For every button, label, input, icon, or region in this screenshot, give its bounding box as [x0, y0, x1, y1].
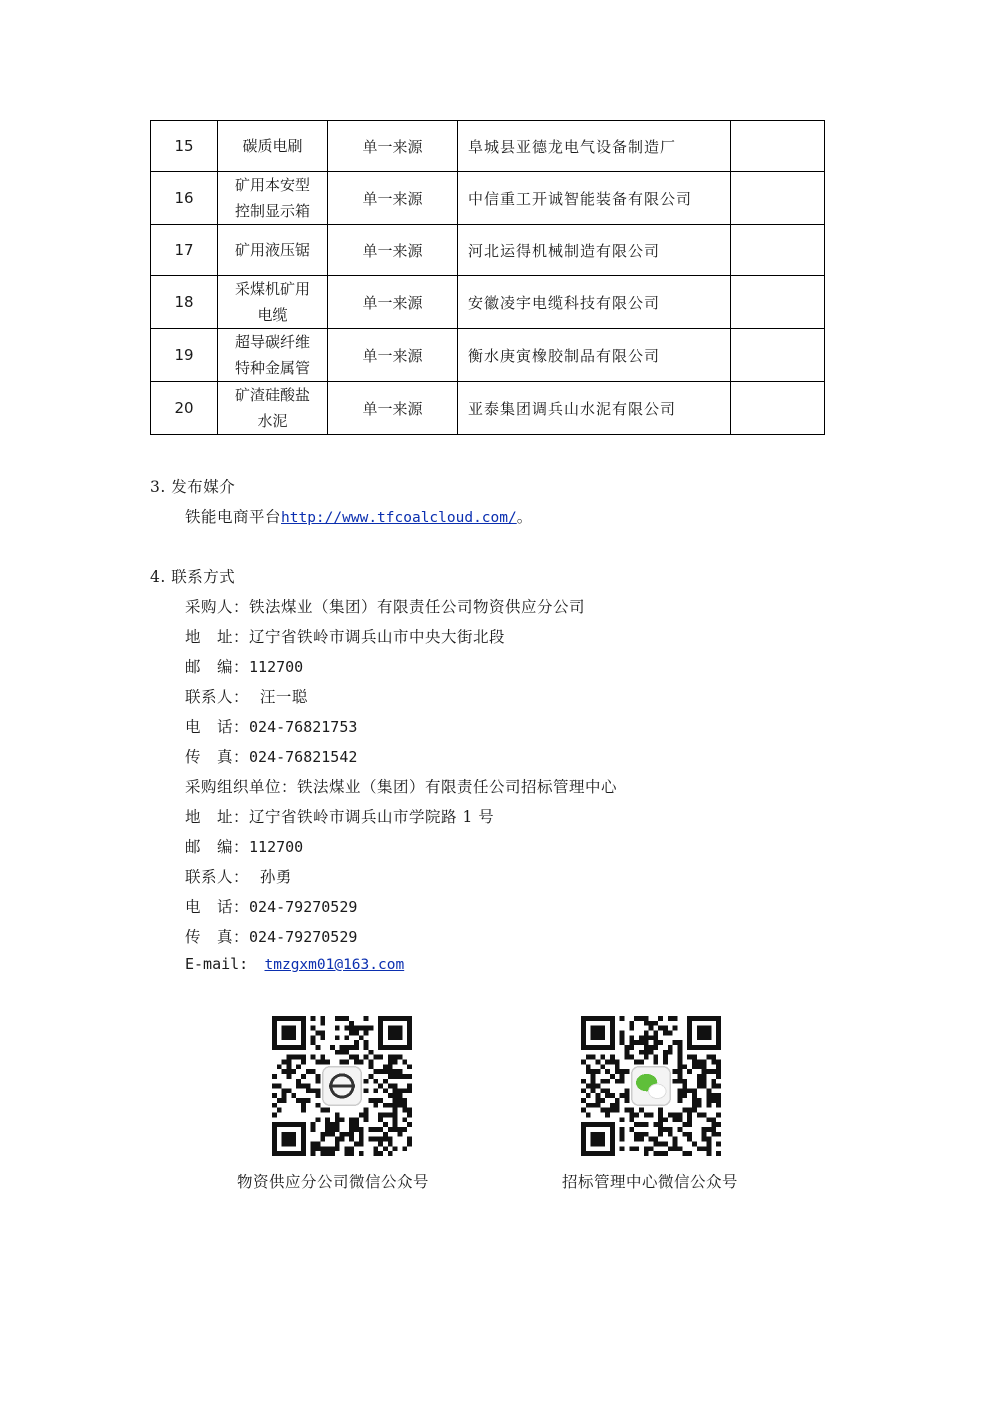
org-label: 采购组织单位：: [185, 778, 298, 796]
item-name: 矿渣硅酸盐水泥: [234, 386, 310, 430]
platform-link[interactable]: http://www.tfcoalcloud.com/: [281, 510, 517, 526]
table-row: [151, 329, 825, 382]
supplier-name: 中信重工开诚智能装备有限公司: [468, 189, 693, 208]
org-value: 铁法煤业（集团）有限责任公司招标管理中心: [297, 778, 618, 796]
procurement-method: 单一来源: [362, 346, 423, 365]
phone1-line: [185, 715, 357, 737]
row-number-cell: [151, 225, 218, 276]
media-line: [185, 505, 533, 527]
procurement-method-cell: [328, 225, 458, 276]
table-row: [151, 276, 825, 329]
table-row: [151, 225, 825, 276]
phone2-label: 电 话：: [185, 898, 250, 916]
zip2-label: 邮 编：: [185, 838, 250, 856]
remark-cell: [731, 172, 825, 225]
org-line: [185, 775, 617, 797]
remark-cell: [731, 329, 825, 382]
supplier-name: 衡水庚寅橡胶制品有限公司: [468, 346, 661, 365]
row-number: 16: [174, 189, 194, 207]
procurement-method: 单一来源: [362, 189, 423, 208]
address1-value: 辽宁省铁岭市调兵山市中央大街北段: [249, 628, 506, 646]
supplier-name: 亚泰集团调兵山水泥有限公司: [468, 399, 677, 418]
item-name-cell: [218, 121, 328, 172]
qr-caption-supply-company: 物资供应分公司微信公众号: [237, 1173, 430, 1191]
fax1-label: 传 真：: [185, 748, 250, 766]
table-row: [151, 382, 825, 435]
contact2-label: 联系人：: [185, 868, 250, 886]
procurement-method-cell: [328, 382, 458, 435]
procurement-method: 单一来源: [362, 399, 423, 418]
fax1-line: [185, 745, 357, 767]
procurement-table: [150, 120, 825, 435]
address2-label: 地 址：: [185, 808, 250, 826]
platform-end: 。: [516, 508, 533, 526]
table-row: [151, 121, 825, 172]
address1-label: 地 址：: [185, 628, 250, 646]
phone2-value: 024-79270529: [249, 898, 358, 916]
procurement-method: 单一来源: [362, 137, 423, 156]
zip2-line: [185, 835, 303, 857]
row-number-cell: [151, 329, 218, 382]
zip1-label: 邮 编：: [185, 658, 250, 676]
address1-line: [185, 625, 505, 647]
section-heading-media: 3. 发布媒介: [150, 478, 236, 496]
zip1-value: 112700: [249, 658, 304, 676]
table-row: [151, 172, 825, 225]
remark-cell: [731, 225, 825, 276]
item-name-cell: [218, 276, 328, 329]
purchaser-value: 铁法煤业（集团）有限责任公司物资供应分公司: [249, 598, 586, 616]
procurement-method-cell: [328, 172, 458, 225]
item-name: 矿用液压锯: [234, 241, 310, 259]
email-line: [185, 955, 404, 973]
contact1-label: 联系人：: [185, 688, 250, 706]
phone1-value: 024-76821753: [249, 718, 358, 736]
supplier-name-cell: [458, 225, 731, 276]
row-number: 17: [174, 241, 194, 259]
fax2-label: 传 真：: [185, 928, 250, 946]
fax2-line: [185, 925, 357, 947]
item-name: 采煤机矿用电缆: [234, 280, 310, 324]
purchaser-label: 采购人：: [185, 598, 250, 616]
remark-cell: [731, 121, 825, 172]
qr-caption-bidding-center: 招标管理中心微信公众号: [562, 1173, 739, 1191]
procurement-method-cell: [328, 329, 458, 382]
contact2-line: [185, 865, 292, 887]
zip2-value: 112700: [249, 838, 304, 856]
phone2-line: [185, 895, 357, 917]
email-label: E-mail:: [185, 955, 249, 973]
address2-line: [185, 805, 494, 827]
qr-code-bidding-center: [581, 1016, 721, 1156]
procurement-method-cell: [328, 276, 458, 329]
purchaser-line: [185, 595, 585, 617]
fax2-value: 024-79270529: [249, 928, 358, 946]
supplier-name: 安徽凌宇电缆科技有限公司: [468, 293, 661, 312]
item-name: 碳质电刷: [242, 137, 303, 155]
procurement-method: 单一来源: [362, 241, 423, 260]
row-number: 20: [174, 399, 194, 417]
item-name-cell: [218, 225, 328, 276]
row-number-cell: [151, 276, 218, 329]
qr-code-icon: [272, 1016, 412, 1156]
item-name-cell: [218, 382, 328, 435]
row-number: 19: [174, 346, 194, 364]
supplier-name-cell: [458, 121, 731, 172]
remark-cell: [731, 276, 825, 329]
row-number: 18: [174, 293, 194, 311]
contact1-value: 汪一聪: [259, 688, 308, 706]
zip1-line: [185, 655, 303, 677]
supplier-name-cell: [458, 382, 731, 435]
supplier-name: 阜城县亚德龙电气设备制造厂: [468, 137, 677, 156]
email-link[interactable]: tmzgxm01@163.com: [264, 957, 405, 973]
address2-value: 辽宁省铁岭市调兵山市学院路 1 号: [249, 808, 495, 826]
remark-cell: [731, 382, 825, 435]
section-heading-contact: 4. 联系方式: [150, 568, 236, 586]
item-name: 超导碳纤维特种金属管: [234, 333, 310, 377]
qr-code-icon: [581, 1016, 721, 1156]
row-number: 15: [174, 137, 194, 155]
fax1-value: 024-76821542: [249, 748, 358, 766]
contact1-line: [185, 685, 308, 707]
row-number-cell: [151, 121, 218, 172]
procurement-method: 单一来源: [362, 293, 423, 312]
item-name-cell: [218, 329, 328, 382]
supplier-name-cell: [458, 172, 731, 225]
item-name: 矿用本安型控制显示箱: [234, 176, 310, 220]
phone1-label: 电 话：: [185, 718, 250, 736]
qr-code-supply-company: [272, 1016, 412, 1156]
row-number-cell: [151, 172, 218, 225]
contact2-value: 孙勇: [259, 868, 292, 886]
platform-label: 铁能电商平台: [185, 508, 282, 526]
row-number-cell: [151, 382, 218, 435]
supplier-name-cell: [458, 329, 731, 382]
item-name-cell: [218, 172, 328, 225]
supplier-name-cell: [458, 276, 731, 329]
procurement-method-cell: [328, 121, 458, 172]
supplier-name: 河北运得机械制造有限公司: [468, 241, 661, 260]
